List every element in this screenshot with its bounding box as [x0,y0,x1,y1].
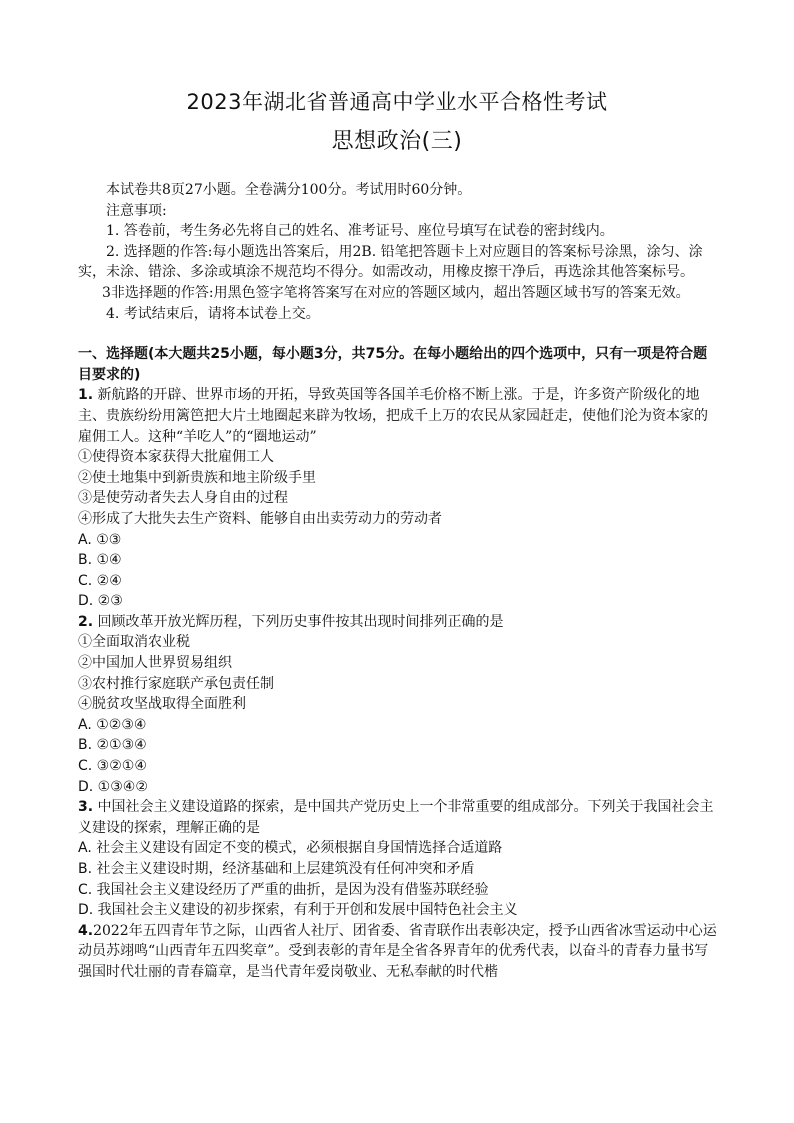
question-number: 1. [78,387,94,404]
question-statement: ②中国加人世界贸易组织 [78,655,232,672]
answer-option: C. ③②①④ [78,758,147,775]
section-heading: 一、选择题(本大题共25小题，每小题3分，共75分。在每小题给出的四个选项中，只有一项是符合题目要求的) [78,346,708,383]
question-text: 新航路的开辟、世界市场的开拓，导致英国等各国羊毛价格不断上涨。于是，许多资产阶级化的地主、贵族纷纷用篱笆把大片土地圈起来辟为牧场，把成千上万的农民从家园赶走，使他们沦为资本家的雇佣工人。这种“羊吃人”的“圈地运动” [78,387,708,445]
intro-text: 本试卷共8页27小题。全卷满分100分。考试用时60分钟。 [106,182,472,198]
answer-option: D. ①③④② [78,778,148,795]
question-stem [78,797,720,838]
question-number: 3. [78,799,94,816]
exam-title: 2023年湖北省普通高中学业水平合格性考试 [186,90,608,114]
question-number: 4. [78,922,94,939]
notice-label: 注意事项: [106,202,167,219]
exam-body [78,180,720,983]
question-stem [78,385,720,447]
question-stem [78,612,720,633]
notice-item: 1. 答卷前，考生务必先将自己的姓名、准考证号、座位号填写在试卷的密封线内。 [106,223,614,240]
answer-option: B. ①④ [78,552,122,569]
exam-subtitle: 思想政治(三) [331,129,463,154]
notice-item: 4. 考试结束后，请将本试卷上交。 [106,305,320,322]
question-statement: ①全面取消农业税 [78,634,190,651]
answer-option: C. ②④ [78,572,122,589]
answer-option: B. ②①③④ [78,737,147,754]
question-statement: ④形成了大批失去生产资料、能够自由出卖劳动力的劳动者 [78,510,442,527]
answer-option: A. 社会主义建设有固定不变的模式，必须根据自身国情选择合适道路 [78,840,503,857]
notice-item: 2. 选择题的作答:每小题选出答案后，用2B. 铅笔把答题卡上对应题目的答案标号涂黑，涂匀、涂实，未涂、错涂、多涂或填涂不规范均不得分。如需改动，用橡皮擦干净后，再选涂其他答案标号。 [78,243,703,281]
notice-item: 3非选择题的作答:用黑色签字笔将答案写在对应的答题区域内，超出答题区域书写的答案无效。 [102,284,690,301]
answer-option: D. ②③ [78,593,123,610]
question-stem [78,921,720,983]
question-text: 回顾改革开放光辉历程，下列历史事件按其出现时间排列正确的是 [97,613,504,630]
question-statement: ①使得资本家获得大批雇佣工人 [78,449,274,466]
question-number: 2. [78,613,94,630]
answer-option: A. ①②③④ [78,716,147,733]
question-statement: ④脱贫攻坚战取得全面胜利 [78,696,246,713]
question-text: 中国社会主义建设道路的探索，是中国共产党历史上一个非常重要的组成部分。下列关于我国社会主义建设的探索，理解正确的是 [78,799,714,836]
answer-option: B. 社会主义建设时期，经济基础和上层建筑没有任何冲突和矛盾 [78,861,475,877]
question-statement: ②使土地集中到新贵族和地主阶级手里 [78,469,316,486]
answer-option: C. 我国社会主义建设经历了严重的曲折，是因为没有借鉴苏联经验 [78,881,489,898]
question-text: 2022年五四青年节之际，山西省人社厅、团省委、省青联作出表彰决定，授予山西省冰雪运动中心运动员苏翊鸣“山西青年五四奖章”。受到表彰的青年是全省各界青年的优秀代表，以奋斗的青春力量书写强国时代壮丽的青春篇章，是当代青年爱岗敬业、无私奉献的时代楷 [78,922,717,980]
answer-option: D. 我国社会主义建设的初步探索，有利于开创和发展中国特色社会主义 [78,902,518,919]
question-statement: ③农村推行家庭联产承包责任制 [78,675,274,692]
question-statement: ③是使劳动者失去人身自由的过程 [78,490,288,507]
answer-option: A. ①③ [78,531,122,548]
